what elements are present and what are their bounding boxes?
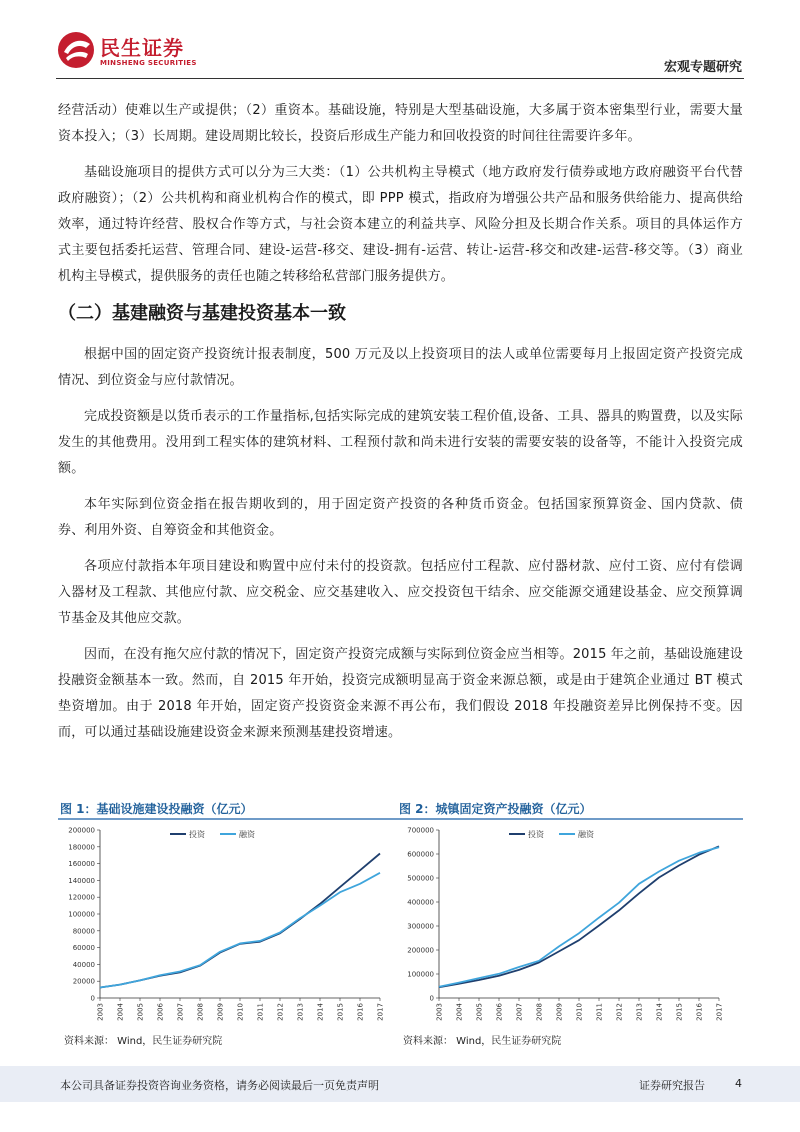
x-tick-label: 2009 [555, 1003, 564, 1021]
y-tick-label: 400000 [407, 898, 434, 907]
paragraph-2: 基础设施项目的提供方式可以分为三大类：（1）公共机构主导模式（地方政府发行债券或地方政府融资平台代替政府融资）；（2）公共机构和商业机构合作的模式，即 PPP 模式，指政府为增强公共产品和服务供给能力、提高供给效率，通过特许经营、股权合作等方式，与社会资本建立的利益共享、风险分担及长期合作关系。项目的具体运作方式主要包括委托运营、管理合同、建设-运营-移交、建设-拥有-运营、转让-运营-移交和改建-运营-移交等。（3）商业机构主导模式，提供服务的责任也随之转移给私营部门服务提供方。 [58, 165, 743, 284]
page-number: 4 [735, 1077, 742, 1090]
y-tick-label: 80000 [72, 927, 95, 936]
series-line-investment [100, 854, 380, 988]
y-tick-label: 160000 [68, 860, 95, 869]
figure-1-source: 资料来源： Wind，民生证券研究院 [64, 1036, 223, 1047]
x-tick-label: 2005 [136, 1003, 145, 1021]
y-tick-label: 500000 [407, 874, 434, 883]
y-tick-label: 700000 [407, 826, 434, 835]
x-tick-label: 2006 [156, 1003, 165, 1021]
y-tick-label: 100000 [68, 910, 95, 919]
logo-subtitle: MINSHENG SECURITIES [100, 59, 197, 67]
x-tick-label: 2008 [535, 1003, 544, 1021]
x-tick-label: 2013 [296, 1003, 305, 1021]
section-title-text: （二）基建融资与基建投资基本一致 [58, 303, 346, 324]
y-tick-label: 200000 [407, 946, 434, 955]
logo-name: 民生证券 [100, 36, 184, 60]
y-tick-label: 120000 [68, 893, 95, 902]
y-tick-label: 600000 [407, 850, 434, 859]
paragraph-6: 各项应付款指本年项目建设和购置中应付未付的投资款。包括应付工程款、应付器材款、应付工资、应付有偿调入器材及工程款、其他应付款、应交税金、应交基建收入、应交投资包干结余、应交能源交通建设基金、应交预算调节基金及其他应交款。 [58, 559, 743, 626]
header-divider [56, 78, 744, 79]
figure-1 [58, 800, 404, 1050]
series-line-financing [439, 847, 719, 986]
x-tick-label: 2007 [176, 1003, 185, 1021]
paragraph-5: 本年实际到位资金指在报告期收到的，用于固定资产投资的各种货币资金。包括国家预算资金、国内贷款、债券、利用外资、自筹资金和其他资金。 [58, 497, 743, 538]
paragraph-7: 因而，在没有拖欠应付款的情况下，固定资产投资完成额与实际到位资金应当相等。2015 年之前，基础设施建设投融资金额基本一致。然而，自 2015 年开始，投资完成额明显高于资金来源总额，或是由于建筑企业通过 BT 模式垫资增加。由于 2018 年开始，固定资产投资资金来源不再公布，我们假设 2018 年投融资差异比例保持不变。因而，可以通过基础设施建设资金来源来预测基建投资增速。 [58, 647, 743, 740]
y-tick-label: 20000 [72, 977, 95, 986]
x-tick-label: 2017 [715, 1003, 724, 1021]
y-tick-label: 40000 [72, 960, 95, 969]
x-tick-label: 2016 [695, 1003, 704, 1021]
y-tick-label: 180000 [68, 843, 95, 852]
legend-label: 融资 [239, 830, 255, 839]
y-tick-label: 0 [90, 994, 95, 1003]
figure-2 [397, 800, 743, 1050]
x-tick-label: 2012 [276, 1003, 285, 1021]
company-logo [56, 30, 206, 74]
x-tick-label: 2010 [575, 1003, 584, 1021]
page-header [0, 0, 800, 80]
x-tick-label: 2009 [216, 1003, 225, 1021]
x-tick-label: 2015 [675, 1003, 684, 1021]
footer-label: 证券研究报告 [639, 1079, 705, 1092]
section-title [58, 300, 743, 328]
paragraph-1: 经营活动）使难以生产或提供；（2）重资本。基础设施，特别是大型基础设施，大多属于资本密集型行业，需要大量资本投入；（3）长周期。建设周期比较长，投资后形成生产能力和回收投资的时间往往需要许多年。 [58, 103, 743, 144]
figure-1-title: 图 1：基础设施建设投融资（亿元） [58, 800, 404, 820]
x-tick-label: 2014 [655, 1003, 664, 1021]
y-tick-label: 140000 [68, 876, 95, 885]
x-tick-label: 2006 [495, 1003, 504, 1021]
paragraph-3: 根据中国的固定资产投资统计报表制度，500 万元及以上投资项目的法人或单位需要每月上报固定资产投资完成情况、到位资金与应付款情况。 [58, 347, 743, 388]
x-tick-label: 2016 [356, 1003, 365, 1021]
series-line-financing [100, 873, 380, 988]
x-tick-label: 2017 [376, 1003, 385, 1021]
x-tick-label: 2011 [595, 1003, 604, 1021]
x-tick-label: 2005 [475, 1003, 484, 1021]
y-tick-label: 0 [429, 994, 434, 1003]
x-tick-label: 2015 [336, 1003, 345, 1021]
y-tick-label: 100000 [407, 970, 434, 979]
legend-label: 投资 [528, 830, 544, 839]
legend-label: 投资 [189, 830, 205, 839]
x-tick-label: 2003 [96, 1003, 105, 1021]
paragraph-4: 完成投资额是以货币表示的工作量指标,包括实际完成的建筑安装工程价值,设备、工具、器具的购置费，以及实际发生的其他费用。没用到工程实体的建筑材料、工程预付款和尚未进行安装的需要安装的设备等，不能计入投资完成额。 [58, 409, 743, 476]
page-footer [0, 1066, 800, 1102]
series-line-investment [439, 846, 719, 987]
x-tick-label: 2013 [635, 1003, 644, 1021]
footer-disclaimer: 本公司具备证券投资咨询业务资格，请务必阅读最后一页免责声明 [60, 1079, 379, 1092]
x-tick-label: 2004 [455, 1003, 464, 1021]
figure-2-source: 资料来源： Wind，民生证券研究院 [403, 1036, 562, 1047]
y-tick-label: 60000 [72, 944, 95, 953]
x-tick-label: 2007 [515, 1003, 524, 1021]
figure-2-title: 图 2：城镇固定资产投融资（亿元） [397, 800, 743, 820]
x-tick-label: 2003 [435, 1003, 444, 1021]
y-tick-label: 200000 [68, 826, 95, 835]
x-tick-label: 2011 [256, 1003, 265, 1021]
legend-label: 融资 [578, 830, 594, 839]
y-tick-label: 300000 [407, 922, 434, 931]
x-tick-label: 2004 [116, 1003, 125, 1021]
x-tick-label: 2010 [236, 1003, 245, 1021]
main-content [58, 98, 743, 756]
figure-1-chart [58, 820, 404, 1030]
x-tick-label: 2014 [316, 1003, 325, 1021]
figure-2-chart [397, 820, 743, 1030]
x-tick-label: 2008 [196, 1003, 205, 1021]
x-tick-label: 2012 [615, 1003, 624, 1021]
logo-emblem-icon [56, 30, 96, 70]
report-type: 宏观专题研究 [663, 60, 742, 75]
